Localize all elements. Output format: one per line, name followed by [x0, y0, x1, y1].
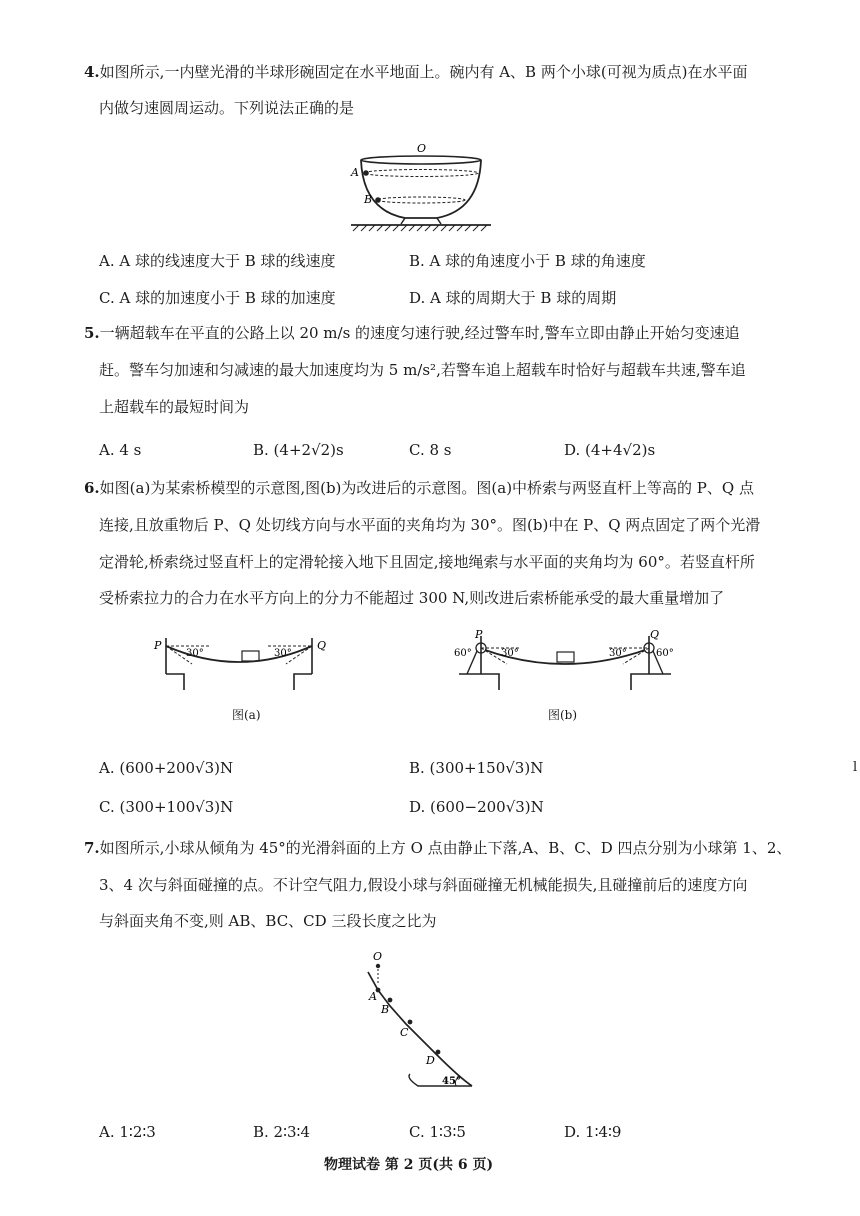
q5-number: 5.	[84, 324, 100, 342]
page-footer: 物理试卷 第 2 页(共 6 页)	[324, 1157, 494, 1173]
fig-a-caption: 图(a)	[232, 708, 261, 722]
fig-b-caption: 图(b)	[548, 708, 578, 722]
q5-option-d[interactable]: D. (4+4√2)s	[564, 441, 656, 459]
q6-option-c[interactable]: C. (300+100√3)N	[99, 798, 234, 816]
q6-stem-line4: 受桥索拉力的合力在水平方向上的分力不能超过 300 N,则改进后索桥能承受的最大重量增加了	[99, 589, 725, 607]
q5-text-1: 一辆超载车在平直的公路上以 20 m/s 的速度匀速行驶,经过警车时,警车立即由静止开始匀变速追	[99, 324, 740, 342]
q6-number: 6.	[84, 479, 100, 497]
fig-a-label-p: P	[154, 639, 162, 652]
point-b	[388, 998, 393, 1003]
fig-b-angle-inner-left: 30°	[501, 648, 519, 659]
q7-option-a[interactable]: A. 1∶2∶3	[99, 1123, 156, 1141]
bowl-figure	[345, 140, 505, 235]
bridge-figure-a	[150, 628, 360, 698]
q7-number: 7.	[84, 839, 100, 857]
point-c	[408, 1020, 413, 1025]
q4-option-a[interactable]: A. A 球的线速度大于 B 球的线速度	[99, 252, 336, 270]
q4-number: 4.	[84, 63, 100, 81]
margin-mark: l	[853, 760, 858, 775]
label-b: B	[364, 193, 373, 206]
q5-stem-line3: 上超载车的最短时间为	[99, 398, 250, 416]
label-o: O	[417, 142, 427, 155]
q5-option-c[interactable]: C. 8 s	[409, 441, 452, 459]
fig-b-angle-inner-right: 30°	[609, 648, 627, 659]
q4-option-b[interactable]: B. A 球的角速度小于 B 球的角速度	[409, 252, 646, 270]
fig7-angle: 45°	[442, 1076, 461, 1087]
q5-stem-line1	[84, 323, 740, 343]
fig-b-angle-outer-right: 60°	[656, 648, 674, 659]
fig7-label-o: O	[373, 950, 383, 963]
q7-stem-line1	[84, 838, 791, 858]
incline-figure	[360, 948, 480, 1093]
q4-stem-line2: 内做匀速圆周运动。下列说法正确的是	[99, 99, 355, 117]
q7-option-c[interactable]: C. 1∶3∶5	[409, 1123, 466, 1141]
fig7-label-a: A	[369, 990, 377, 1003]
fig-b-label-p: P	[475, 628, 483, 641]
bridge-figure-b	[445, 628, 685, 698]
q4-text-1: 如图所示,一内壁光滑的半球形碗固定在水平地面上。碗内有 A、B 两个小球(可视为质点)在水平面	[99, 63, 748, 81]
q5-option-b[interactable]: B. (4+2√2)s	[253, 441, 344, 459]
fig-a-label-q: Q	[317, 639, 327, 652]
q6-stem-line1	[84, 478, 754, 498]
q4-stem-line1	[84, 62, 748, 82]
q7-text-1: 如图所示,小球从倾角为 45°的光滑斜面的上方 O 点由静止下落,A、B、C、D 四点分别为小球第 1、2、	[99, 839, 792, 857]
q7-option-b[interactable]: B. 2∶3∶4	[253, 1123, 310, 1141]
q6-option-b[interactable]: B. (300+150√3)N	[409, 759, 544, 777]
q6-text-1: 如图(a)为某索桥模型的示意图,图(b)为改进后的示意图。图(a)中桥索与两竖直杆上等高的 P、Q 点	[99, 479, 754, 497]
q6-stem-line3: 定滑轮,桥索绕过竖直杆上的定滑轮接入地下且固定,接地绳索与水平面的夹角均为 60°。若竖直杆所	[99, 553, 755, 571]
q5-stem-line2: 赶。警车匀加速和匀减速的最大加速度均为 5 m/s²,若警车追上超载车时恰好与超载车共速,警车追	[99, 361, 746, 379]
q5-option-a[interactable]: A. 4 s	[99, 441, 142, 459]
fig7-label-b: B	[381, 1003, 390, 1016]
fig7-label-d: D	[426, 1054, 435, 1067]
fig7-label-c: C	[400, 1026, 409, 1039]
q4-option-d[interactable]: D. A 球的周期大于 B 球的周期	[409, 289, 617, 307]
label-a: A	[351, 166, 359, 179]
q7-stem-line2: 3、4 次与斜面碰撞的点。不计空气阻力,假设小球与斜面碰撞无机械能损失,且碰撞前后的速度方向	[99, 876, 748, 894]
q6-option-d[interactable]: D. (600−200√3)N	[409, 798, 544, 816]
point-d	[436, 1050, 441, 1055]
fig-b-label-q: Q	[650, 628, 660, 641]
q6-stem-line2: 连接,且放重物后 P、Q 处切线方向与水平面的夹角均为 30°。图(b)中在 P、Q 两点固定了两个光滑	[99, 516, 761, 534]
fig-a-angle-left: 30°	[186, 648, 204, 659]
q4-option-c[interactable]: C. A 球的加速度小于 B 球的加速度	[99, 289, 336, 307]
fig-b-angle-outer-left: 60°	[454, 648, 472, 659]
fig-a-angle-right: 30°	[274, 648, 292, 659]
ball-b	[375, 197, 381, 203]
q7-stem-line3: 与斜面夹角不变,则 AB、BC、CD 三段长度之比为	[99, 912, 437, 930]
ball-a	[363, 170, 369, 176]
q6-option-a[interactable]: A. (600+200√3)N	[99, 759, 234, 777]
q7-option-d[interactable]: D. 1∶4∶9	[564, 1123, 622, 1141]
